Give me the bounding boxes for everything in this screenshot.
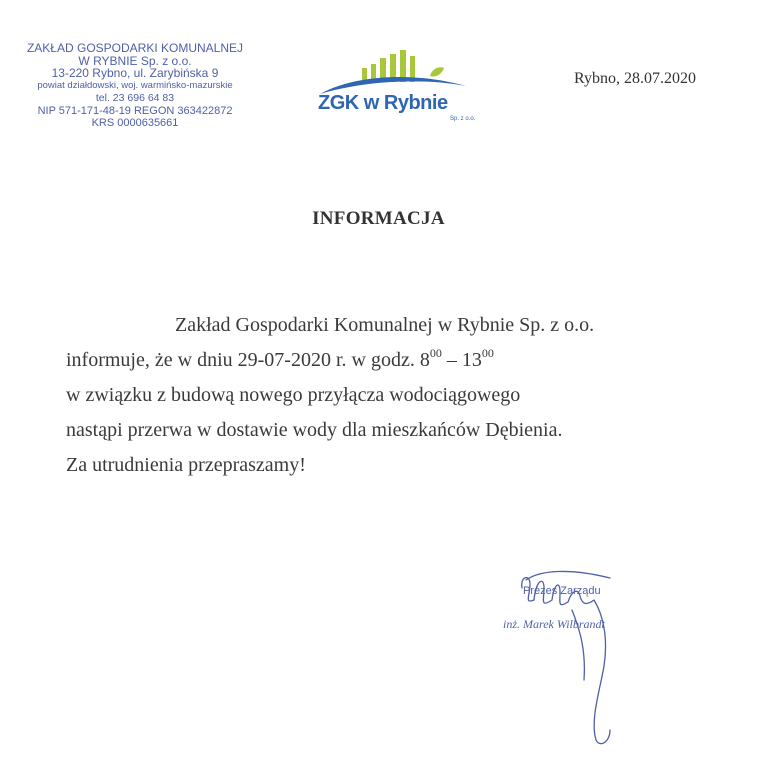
body-text: – 13 (441, 349, 482, 371)
handwritten-signature (500, 570, 740, 750)
body-line: Za utrudnienia przepraszamy! (66, 454, 306, 476)
signature-block (500, 570, 740, 750)
logo-subtitle: Sp. z o.o. (450, 116, 476, 122)
stamp-line: NIP 571-171-48-19 REGON 363422872 (37, 104, 233, 117)
stamp-line: ZAKŁAD GOSPODARKI KOMUNALNEJ (26, 41, 244, 55)
stamp-line: 13-220 Rybno, ul. Zarybińska 9 (51, 66, 219, 80)
company-logo (316, 50, 486, 130)
stamp-line: KRS 0000635661 (91, 117, 179, 129)
stamp-line: powiat działdowski, woj. warmińsko-mazurskie (37, 79, 233, 91)
stamp-line: tel. 23 696 64 83 (95, 92, 175, 104)
stamp-line: W RYBNIE Sp. z o.o. (78, 53, 192, 68)
document-heading: INFORMACJA (312, 208, 445, 229)
body-text: informuje, że w dniu 29-07-2020 r. w godz. 8 (66, 349, 430, 371)
company-stamp (10, 42, 260, 130)
signature-name: inż. Marek Wilbrandt (503, 617, 605, 631)
body-line: Zakład Gospodarki Komunalnej w Rybnie Sp. z o.o. (175, 314, 595, 336)
body-line (66, 343, 746, 378)
time-superscript: 00 (429, 346, 442, 360)
body-line: nastąpi przerwa w dostawie wody dla mieszkańców Dębienia. (66, 419, 563, 441)
logo-wordmark: ZGK w Rybnie (318, 92, 448, 114)
document-date: Rybno, 28.07.2020 (574, 70, 697, 87)
document-body (66, 308, 746, 483)
body-line: w związku z budową nowego przyłącza wodociągowego (66, 384, 521, 406)
signature-title: Prezes Zarządu (523, 585, 601, 597)
time-superscript: 00 (481, 346, 494, 360)
